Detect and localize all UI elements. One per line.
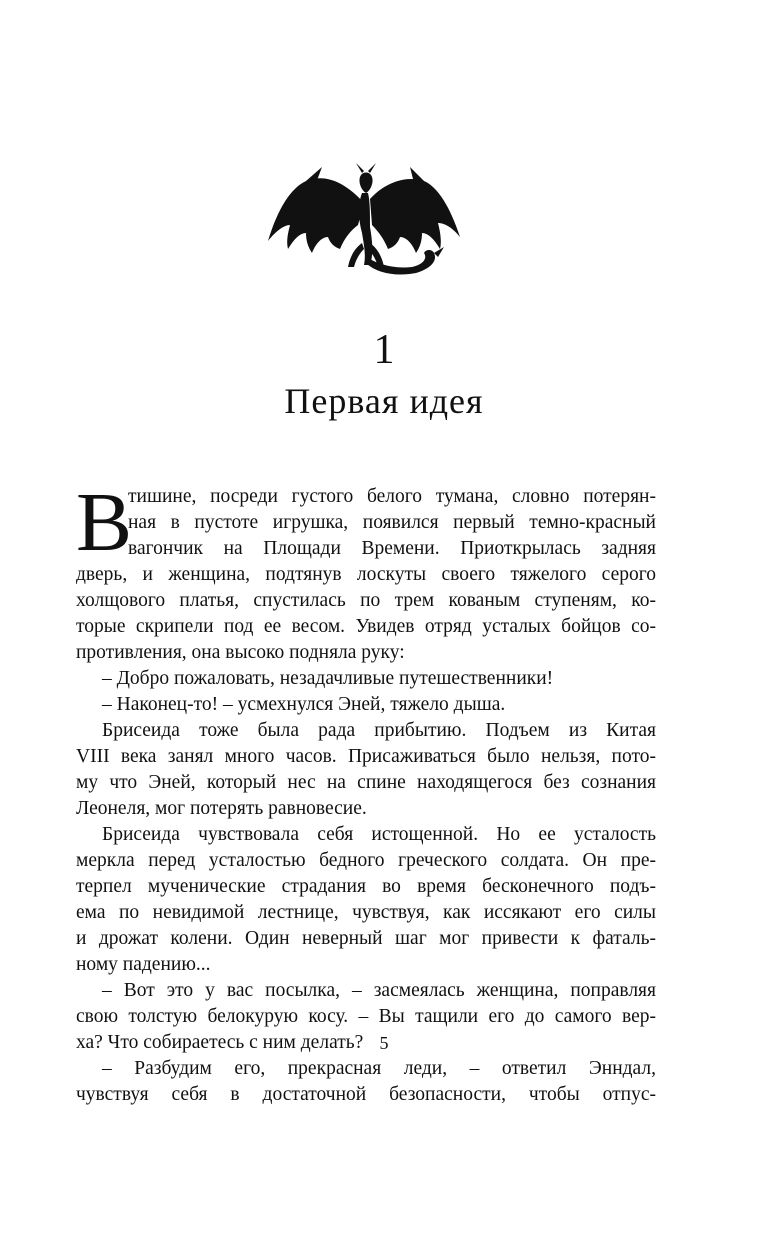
text-line: VIII века занял много часов. Присаживаться было нельзя, пото- (76, 746, 656, 767)
text-line: Брисеида тоже была рада прибытию. Подъем из Китая (102, 720, 656, 741)
text-line: Леонеля, мог потерять равновесие. (76, 798, 367, 819)
text-line: торые скрипели под ее весом. Увидев отряд усталых бойцов со- (76, 616, 656, 637)
text-line: холщового платья, спустилась по трем кованым ступеням, ко- (76, 590, 656, 611)
text-line: – Наконец-то! – усмехнулся Эней, тяжело дыша. (102, 694, 506, 715)
drop-cap: В (76, 476, 133, 569)
text-line: противления, она высоко подняла руку: (76, 642, 405, 663)
text-line: ная в пустоте игрушка, появился первый темно-красный (128, 512, 656, 533)
text-line: ха? Что собираетесь с ним делать? (76, 1032, 364, 1053)
text-line: – Вот это у вас посылка, – засмеялась женщина, поправляя (102, 980, 656, 1001)
dragon-icon (266, 163, 462, 281)
chapter-title: Первая идея (284, 381, 484, 421)
page-number: 5 (379, 1033, 389, 1053)
text-line: – Добро пожаловать, незадачливые путешественники! (102, 668, 554, 689)
chapter-text (76, 476, 656, 1108)
text-line: ема по невидимой лестнице, чувствуя, как иссякают его силы (76, 902, 656, 923)
text-line: му что Эней, который нес на спине находящегося без сознания (76, 772, 656, 793)
text-line: тишине, посреди густого белого тумана, словно потерян- (128, 486, 656, 507)
text-line: свою толстую белокурую косу. – Вы тащили его до самого вер- (76, 1006, 656, 1027)
text-line: вагончик на Площади Времени. Приоткрылась задняя (128, 538, 656, 559)
text-line: и дрожат колени. Один неверный шаг мог привести к фаталь- (76, 928, 656, 949)
text-line: терпел мученические страдания во время бесконечного подъ- (76, 876, 656, 897)
text-line: чувствуя себя в достаточной безопасности, чтобы отпус- (76, 1084, 656, 1105)
text-line: – Разбудим его, прекрасная леди, – ответил Энндал, (102, 1058, 656, 1079)
text-line: Брисеида чувствовала себя истощенной. Но ее усталость (102, 824, 656, 845)
text-line: дверь, и женщина, подтянув лоскуты своего тяжелого серого (76, 564, 656, 585)
chapter-number: 1 (373, 327, 395, 373)
text-line: ному падению... (76, 954, 211, 975)
text-line: меркла перед усталостью бедного греческого солдата. Он пре- (76, 850, 656, 871)
